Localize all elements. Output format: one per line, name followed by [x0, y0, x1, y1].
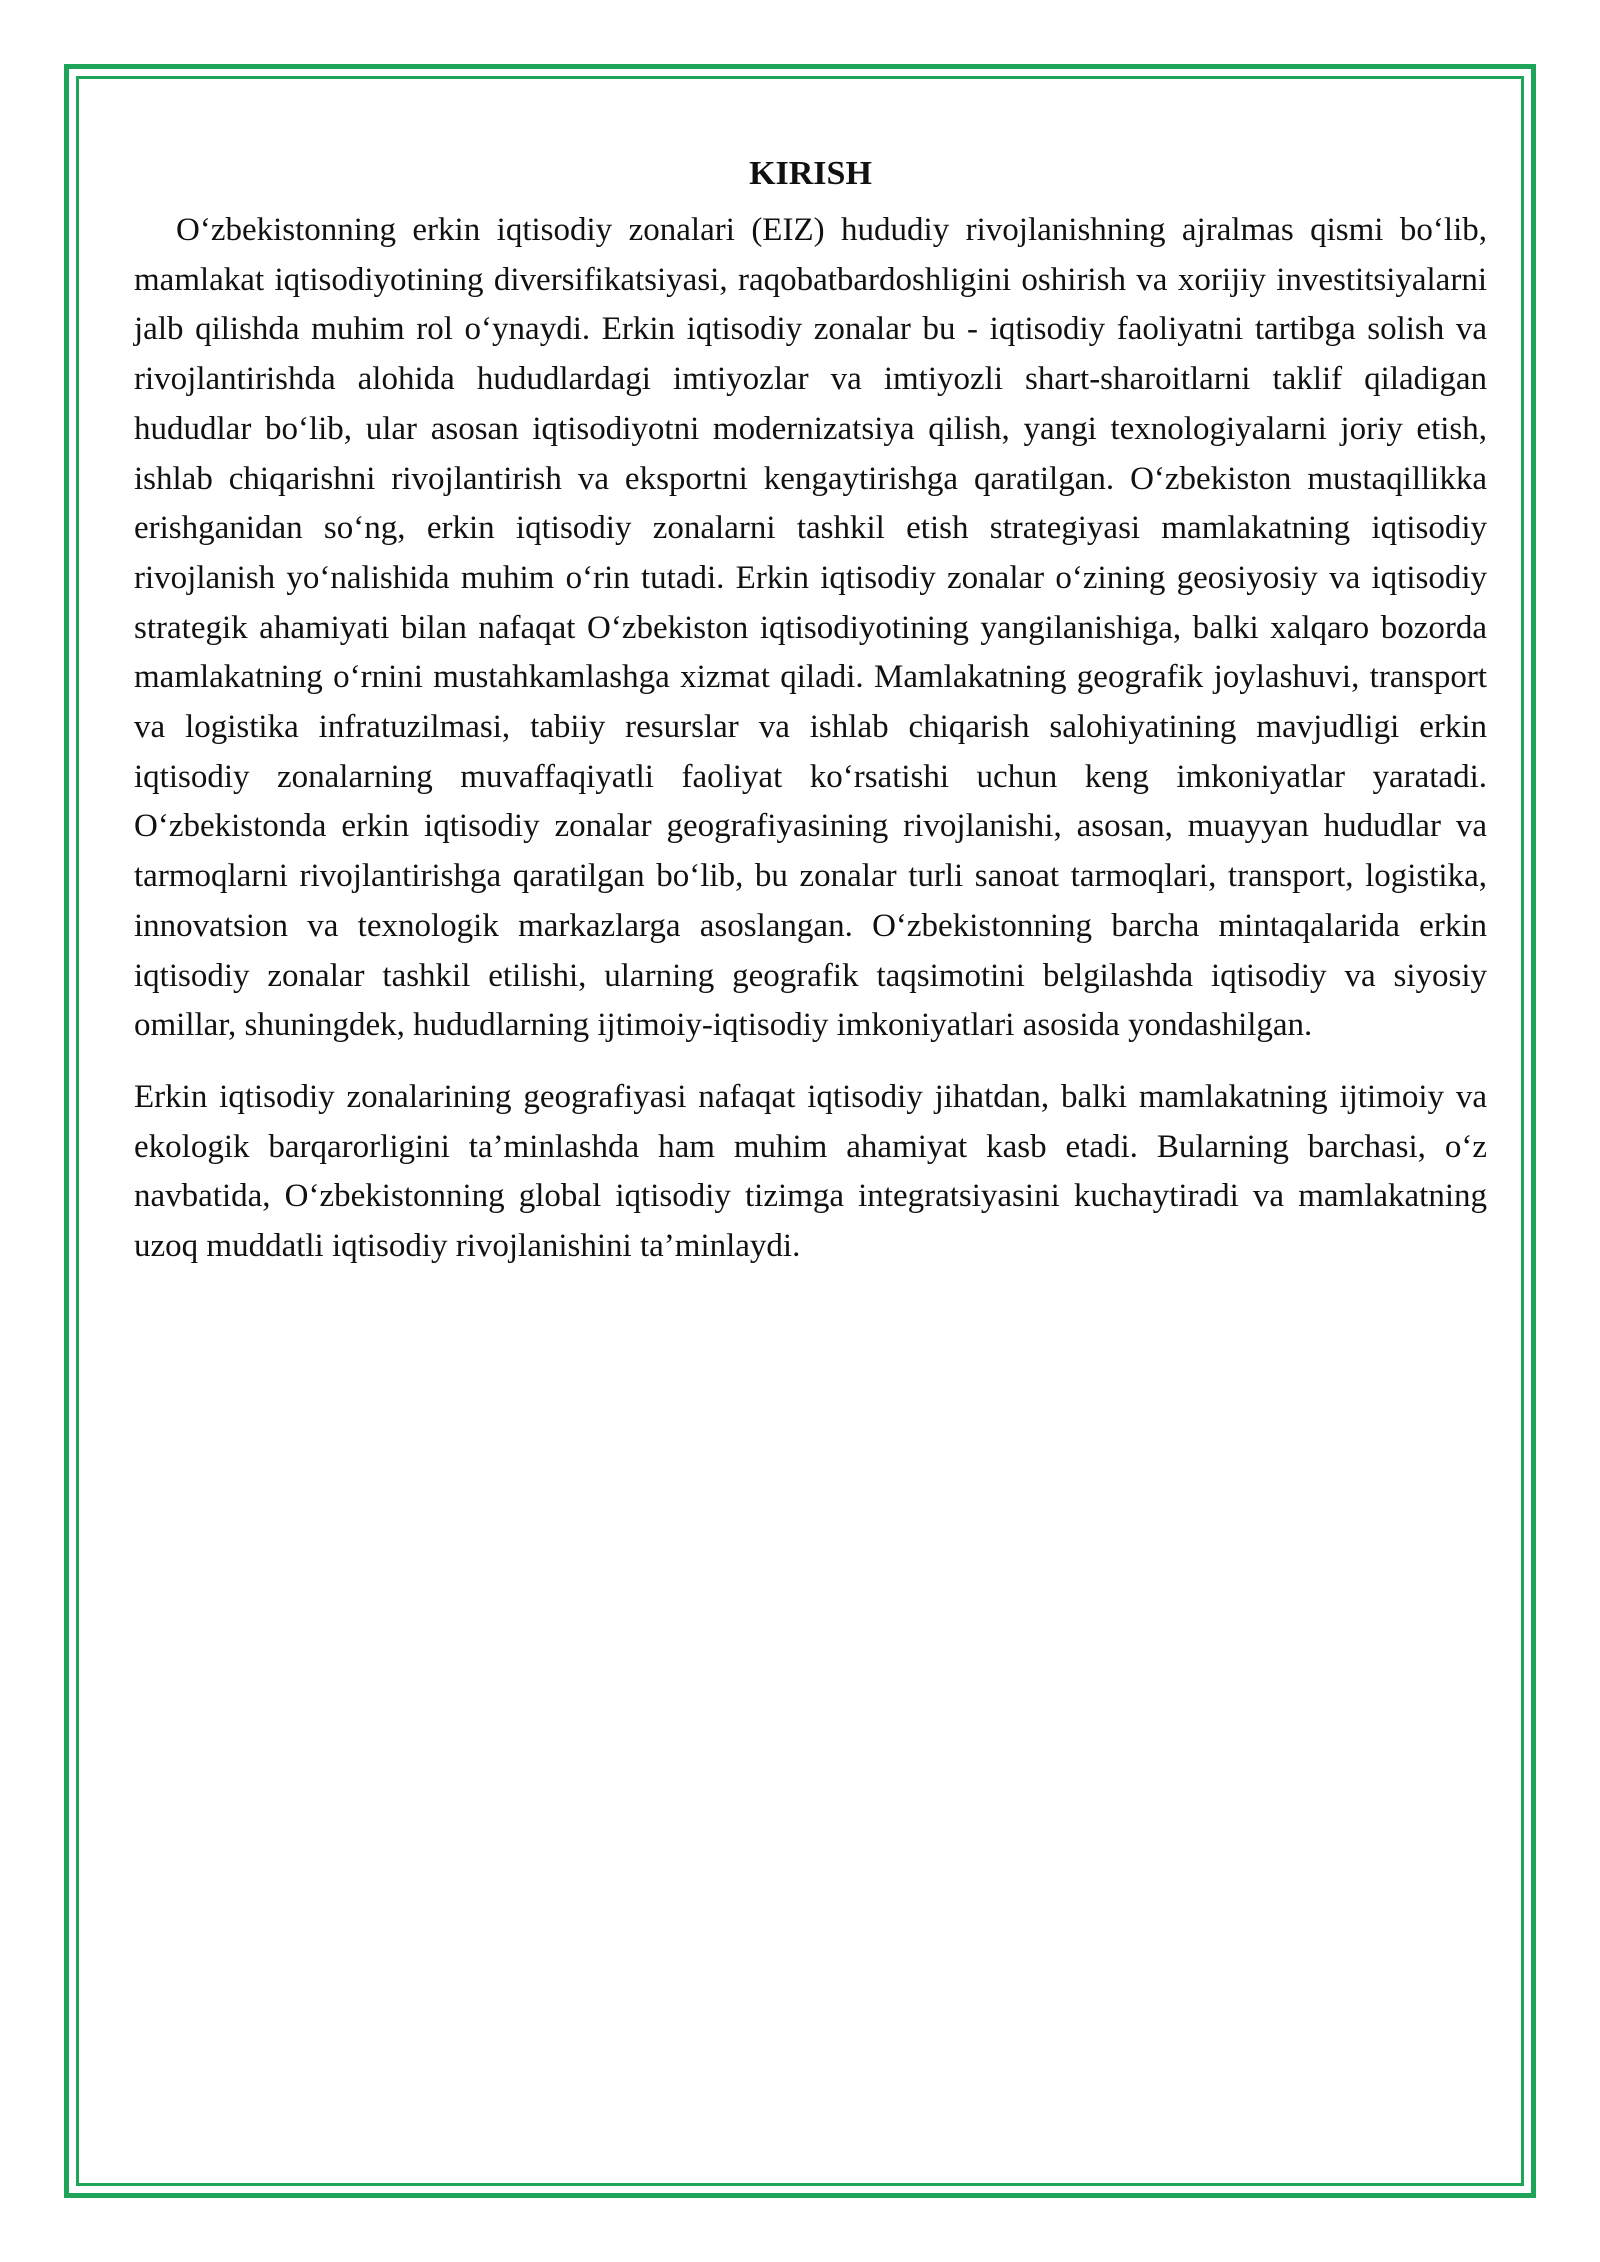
document-title: KIRISH [749, 155, 872, 192]
document-body [134, 150, 1487, 1272]
paragraph-intro: O‘zbekistonning erkin iqtisodiy zonalari (EIZ) hududiy rivojlanishning ajralmas qismi bo‘lib, mamlakat iqtisodiyotining diversifikatsiyasi, raqobatbardoshligini oshirish va xorijiy investitsiyalarni jalb qilishda muhim rol o‘ynaydi. Erkin iqtisodiy zonalar bu - iqtisodiy faoliyatni tartibga solish va rivojlantirishda alohida hududlardagi imtiyozlar va imtiyozli shart-sharoitlarni taklif qiladigan hududlar bo‘lib, ular asosan iqtisodiyotni modernizatsiya qilish, yangi texnologiyalarni joriy etish, ishlab chiqarishni rivojlantirish va eksportni kengaytirishga qaratilgan. O‘zbekiston mustaqillikka erishganidan so‘ng, erkin iqtisodiy zonalarni tashkil etish strategiyasi mamlakatning iqtisodiy rivojlanish yo‘nalishida muhim o‘rin tutadi. Erkin iqtisodiy zonalar o‘zining geosiyosiy va iqtisodiy strategik ahamiyati bilan nafaqat O‘zbekiston iqtisodiyotining yangilanishiga, balki xalqaro bozorda mamlakatning o‘rnini mustahkamlashga xizmat qiladi. Mamlakatning geografik joylashuvi, transport va logistika infratuzilmasi, tabiiy resurslar va ishlab chiqarish salohiyatining mavjudligi erkin iqtisodiy zonalarning muvaffaqiyatli faoliyat ko‘rsatishi uchun keng imkoniyatlar yaratadi. O‘zbekistonda erkin iqtisodiy zonalar geografiyasining rivojlanishi, asosan, muayyan hududlar va tarmoqlarni rivojlantirishga qaratilgan bo‘lib, bu zonalar turli sanoat tarmoqlari, transport, logistika, innovatsion va texnologik markazlarga asoslangan. O‘zbekistonning barcha mintaqalarida erkin iqtisodiy zonalar tashkil etilishi, ularning geografik taqsimotini belgilashda iqtisodiy va siyosiy omillar, shuningdek, hududlarning ijtimoiy-iqtisodiy imkoniyatlari asosida yondashilgan. [134, 212, 1487, 1044]
paragraph-conclusion: Erkin iqtisodiy zonalarining geografiyasi nafaqat iqtisodiy jihatdan, balki mamlakatning ijtimoiy va ekologik barqarorligini ta’minlashda ham muhim ahamiyat kasb etadi. Bularning barchasi, o‘z navbatida, O‘zbekistonning global iqtisodiy tizimga integratsiyasini kuchaytiradi va mamlakatning uzoq muddatli iqtisodiy rivojlanishini ta’minlaydi. [134, 1078, 1487, 1265]
